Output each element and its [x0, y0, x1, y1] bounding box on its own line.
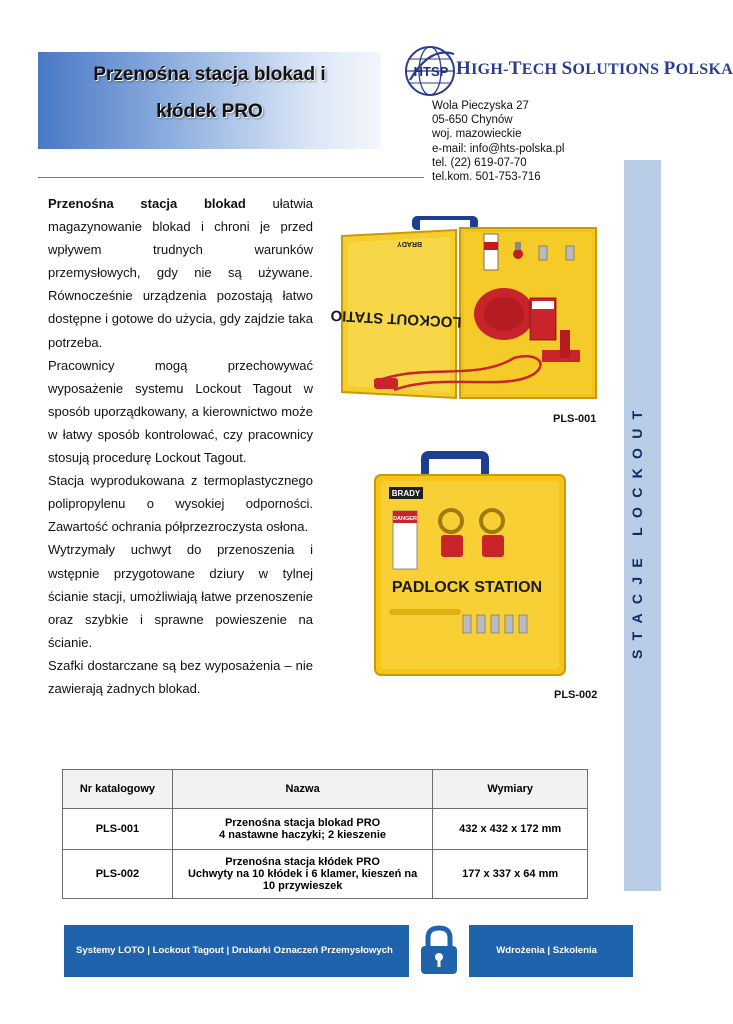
cell-name: Przenośna stacja kłódek PRO Uchwyty na 10 kłódek i 6 klamer, kieszeń na 10 przywieszek: [172, 850, 432, 899]
svg-text:LOCKOUT STATIO: LOCKOUT STATIO: [330, 306, 462, 331]
company-logo: [402, 40, 733, 102]
image-caption-pls-002: PLS-002: [554, 689, 598, 701]
paragraph-4: Wytrzymały uchwyt do przenoszenia i wstępnie przygotowane dziury w tylnej ścianie stacji, umożliwiają łatwe przenoszenie oraz szybkie i sprawne powieszenie na ścianie.: [48, 542, 313, 650]
address-region: woj. mazowieckie: [432, 128, 522, 141]
header-divider: [38, 177, 424, 178]
svg-text:BRADY: BRADY: [391, 489, 421, 498]
cell-name: Przenośna stacja blokad PRO 4 nastawne haczyki; 2 kieszenie: [172, 809, 432, 850]
paragraph-1: Przenośna stacja blokad ułatwia magazynowanie blokad i chroni je przed wpływem trudnych warunków przemysłowych, gdy nie są używane. Równocześnie urządzenia pozostają łatwo dostępne i gotowe do użycia, gdy zajdzie taka potrzeba.: [48, 196, 313, 350]
footer-right-text: Wdrożenia | Szkolenia: [496, 945, 597, 956]
header-dimensions: Wymiary: [433, 770, 588, 809]
footer-left-text: Systemy LOTO | Lockout Tagout | Drukarki Oznaczeń Przemysłowych: [76, 945, 393, 956]
company-name: HIGH-TECH SOLUTIONS POLSKA: [456, 58, 733, 79]
side-label: STACJE LOCKOUT: [629, 401, 645, 659]
header-catalog-number: Nr katalogowy: [63, 770, 173, 809]
description: [48, 192, 313, 700]
address-mobile: tel.kom. 501-753-716: [432, 171, 541, 184]
paragraph-5: Szafki dostarczane są bez wyposażenia – nie zawierają żadnych blokad.: [48, 657, 313, 696]
company-address: [432, 99, 564, 184]
page-title-line1: Przenośna stacja blokad i: [93, 64, 326, 85]
catalog-table: [62, 769, 588, 899]
footer-bar: [64, 925, 633, 977]
address-phone: tel. (22) 619-07-70: [432, 156, 527, 169]
globe-logo-icon: [402, 40, 462, 102]
svg-text:BRADY: BRADY: [397, 240, 422, 247]
address-street: Wola Pieczyska 27: [432, 100, 529, 112]
cell-dims: 432 x 432 x 172 mm: [433, 809, 588, 850]
image-caption-pls-001: PLS-001: [553, 413, 597, 425]
paragraph-3: Stacja wyprodukowana z termoplastycznego polipropylenu o wysokiej odporności. Zawartość ochrania półprzezroczysta osłona.: [48, 473, 313, 535]
table-row: [63, 809, 588, 850]
page-title-line2: kłódek PRO: [156, 101, 263, 122]
address-email[interactable]: e-mail: info@hts-polska.pl: [432, 142, 565, 155]
paragraph-2: Pracownicy mogą przechowywać wyposażenie systemu Lockout Tagout w sposób uporządkowany, a kierownictwo może w łatwy sposób kontrolować, czy pracownicy stosują procedurę Lockout Tagout.: [48, 357, 313, 466]
title-banner: [38, 52, 381, 149]
padlock-icon: [415, 923, 463, 979]
address-city: 05-650 Chynów: [432, 114, 513, 127]
cell-code: PLS-002: [63, 850, 173, 899]
table-row: [63, 850, 588, 899]
svg-text:DANGER: DANGER: [393, 516, 417, 522]
svg-text:PADLOCK STATION: PADLOCK STATION: [391, 579, 543, 596]
header-name: Nazwa: [172, 770, 432, 809]
svg-text:HTSP: HTSP: [413, 64, 449, 79]
product-image-pls-001: [330, 212, 604, 408]
cell-code: PLS-001: [63, 809, 173, 850]
table-header-row: [63, 770, 588, 809]
cell-dims: 177 x 337 x 64 mm: [433, 850, 588, 899]
product-image-pls-002: [365, 453, 575, 681]
